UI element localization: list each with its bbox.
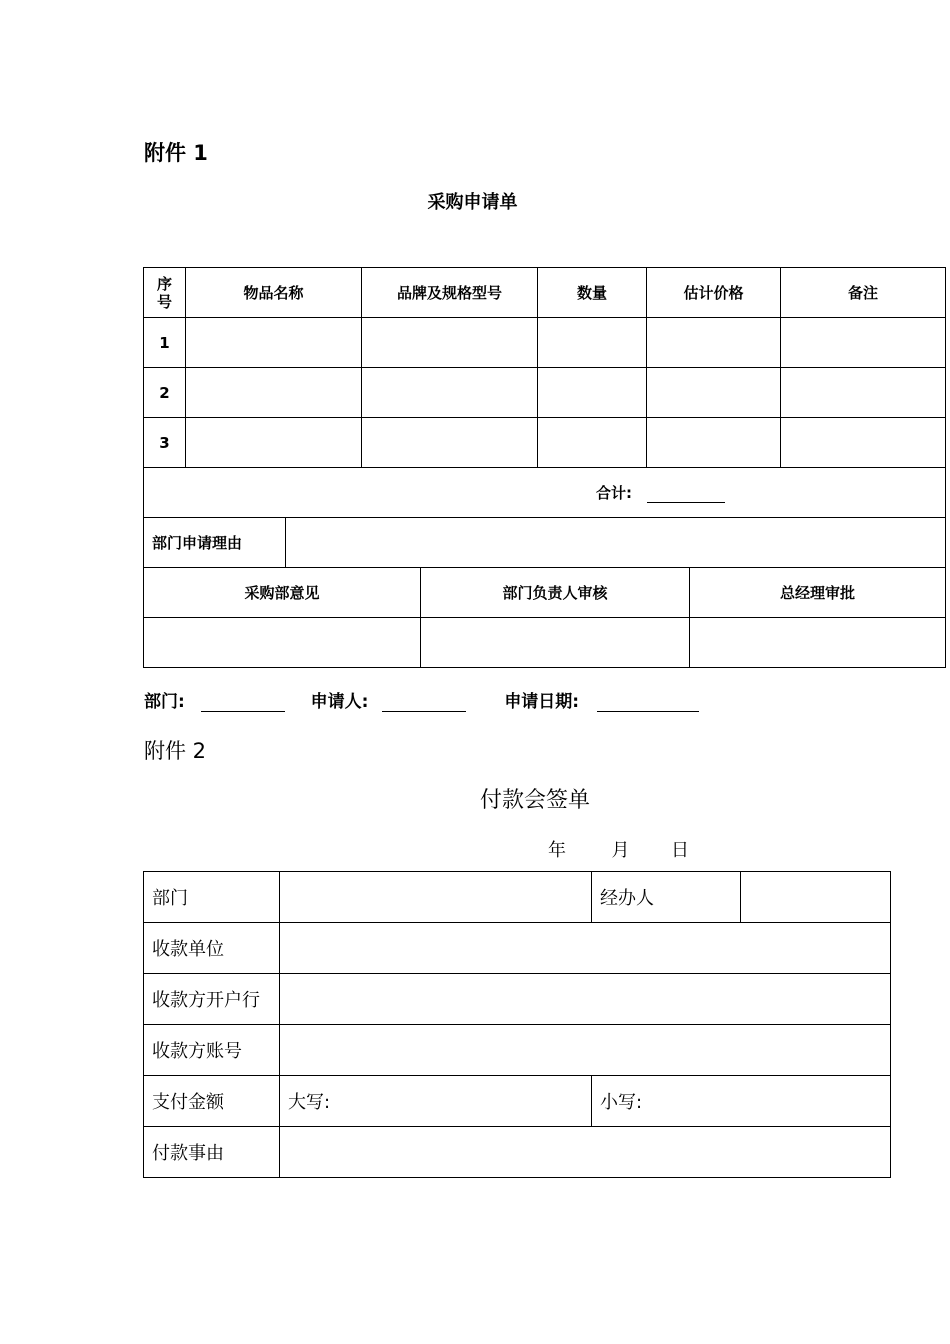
applicant-footer-blank[interactable] bbox=[382, 693, 466, 712]
quantity-cell[interactable] bbox=[538, 368, 647, 418]
form-date bbox=[548, 836, 689, 862]
item-name-cell[interactable] bbox=[186, 368, 362, 418]
dept-footer-label: 部门: bbox=[144, 692, 185, 712]
purchasing-dept-opinion-label: 采购部意见 bbox=[144, 568, 421, 617]
price-cell[interactable] bbox=[647, 368, 781, 418]
header-estimated-price: 估计价格 bbox=[647, 268, 781, 318]
row-index: 2 bbox=[144, 368, 186, 418]
table-row bbox=[144, 974, 891, 1025]
header-index: 序号 bbox=[144, 268, 186, 318]
date-day-label: 日 bbox=[670, 840, 689, 861]
reason-label: 部门申请理由 bbox=[144, 518, 286, 567]
payee-input[interactable] bbox=[280, 923, 891, 974]
payment-reason-input[interactable] bbox=[280, 1127, 891, 1178]
date-month-label: 月 bbox=[611, 840, 630, 861]
handler-label: 经办人 bbox=[592, 872, 741, 923]
amount-lower-label: 小写: bbox=[600, 1092, 643, 1113]
attachment-1-label: 附件 1 bbox=[144, 141, 208, 165]
item-name-cell[interactable] bbox=[186, 418, 362, 468]
table-row bbox=[144, 1127, 891, 1178]
table-row bbox=[144, 1076, 891, 1127]
table-row bbox=[144, 318, 946, 368]
header-brand-model: 品牌及规格型号 bbox=[362, 268, 538, 318]
remarks-cell[interactable] bbox=[781, 418, 946, 468]
price-cell[interactable] bbox=[647, 418, 781, 468]
brand-model-cell[interactable] bbox=[362, 318, 538, 368]
handler-input[interactable] bbox=[741, 872, 891, 923]
item-name-cell[interactable] bbox=[186, 318, 362, 368]
payee-label: 收款单位 bbox=[144, 923, 280, 974]
attachment-2-label: 附件 2 bbox=[144, 739, 207, 763]
brand-model-cell[interactable] bbox=[362, 418, 538, 468]
row-index: 3 bbox=[144, 418, 186, 468]
header-quantity: 数量 bbox=[538, 268, 647, 318]
reason-input[interactable] bbox=[286, 518, 945, 567]
amount-label: 支付金额 bbox=[144, 1076, 280, 1127]
brand-model-cell[interactable] bbox=[362, 368, 538, 418]
purchase-request-table bbox=[143, 267, 946, 668]
account-input[interactable] bbox=[280, 1025, 891, 1076]
dept-head-review-input[interactable] bbox=[421, 618, 690, 667]
total-blank[interactable] bbox=[647, 484, 725, 503]
header-remarks: 备注 bbox=[781, 268, 946, 318]
date-footer-label: 申请日期: bbox=[504, 692, 580, 712]
table-header-row bbox=[144, 268, 946, 318]
gm-approval-input[interactable] bbox=[690, 618, 945, 667]
table-row bbox=[144, 418, 946, 468]
table-row bbox=[144, 923, 891, 974]
applicant-footer-label: 申请人: bbox=[310, 692, 369, 712]
row-index: 1 bbox=[144, 318, 186, 368]
table-row bbox=[144, 872, 891, 923]
purchase-form-title: 采购申请单 bbox=[427, 192, 518, 213]
total-row bbox=[144, 468, 946, 518]
remarks-cell[interactable] bbox=[781, 318, 946, 368]
payment-form-title: 付款会签单 bbox=[479, 788, 590, 813]
bank-label: 收款方开户行 bbox=[144, 974, 280, 1025]
quantity-cell[interactable] bbox=[538, 418, 647, 468]
approval-input-row bbox=[144, 618, 946, 668]
header-item-name: 物品名称 bbox=[186, 268, 362, 318]
reason-row bbox=[144, 518, 946, 568]
bank-input[interactable] bbox=[280, 974, 891, 1025]
payment-reason-label: 付款事由 bbox=[144, 1127, 280, 1178]
quantity-cell[interactable] bbox=[538, 318, 647, 368]
table-row bbox=[144, 368, 946, 418]
table-row bbox=[144, 1025, 891, 1076]
amount-upper-label: 大写: bbox=[288, 1092, 331, 1113]
dept-input[interactable] bbox=[280, 872, 592, 923]
approval-header-row bbox=[144, 568, 946, 618]
remarks-cell[interactable] bbox=[781, 368, 946, 418]
gm-approval-label: 总经理审批 bbox=[779, 584, 855, 602]
date-year-label: 年 bbox=[548, 840, 566, 861]
amount-upper-cell[interactable] bbox=[280, 1076, 592, 1127]
total-label: 合计: bbox=[596, 484, 632, 502]
dept-footer-blank[interactable] bbox=[201, 693, 285, 712]
dept-label: 部门 bbox=[144, 872, 280, 923]
dept-head-review-label: 部门负责人审核 bbox=[421, 568, 690, 617]
payment-signoff-table bbox=[143, 871, 891, 1178]
price-cell[interactable] bbox=[647, 318, 781, 368]
date-footer-blank[interactable] bbox=[597, 693, 699, 712]
account-label: 收款方账号 bbox=[144, 1025, 280, 1076]
amount-lower-cell[interactable] bbox=[592, 1076, 891, 1127]
applicant-footer bbox=[144, 687, 699, 712]
purchasing-dept-opinion-input[interactable] bbox=[144, 618, 421, 667]
